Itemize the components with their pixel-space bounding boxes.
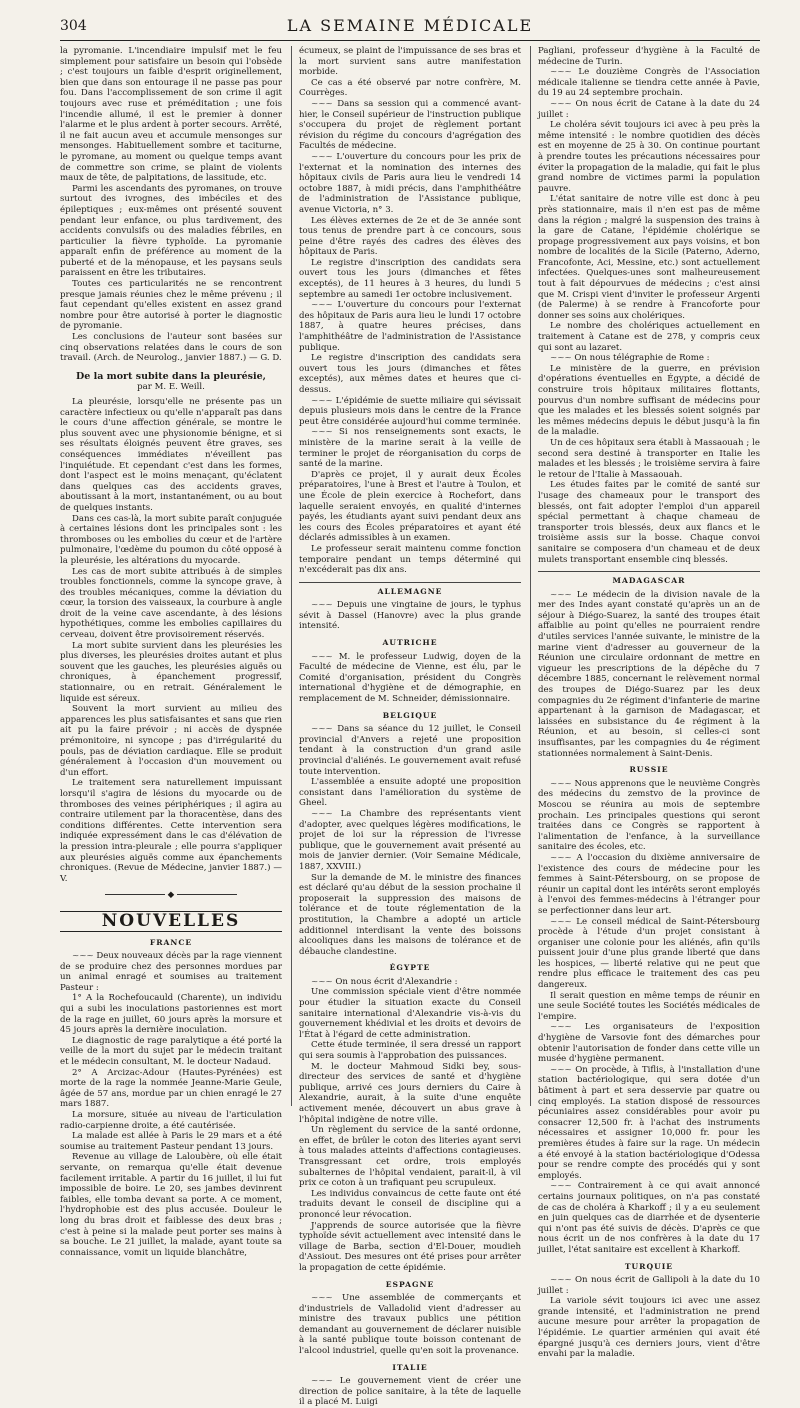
paragraph: Une commission spéciale vient d'être nommée pour étudier la situation exacte du Conseil sanitaire international d'Alexandrie vis-à-vis du gouvernement khédivial et les droits et devoirs de l'État à l'égard de cette administration. — [299, 987, 521, 1040]
country-heading: ALLEMAGNE — [299, 582, 521, 598]
wave-dash-icon: ~~~ — [311, 600, 333, 611]
wave-dash-icon: ~~~ — [311, 808, 333, 819]
paragraph: Pagliani, professeur d'hygiène à la Faculté de médecine de Turin. — [538, 46, 760, 67]
news-item: ~~~ Si nos renseignements sont exacts, le ministère de la marine serait à la veille de terminer le projet de réorganisation du corps de santé de la marine. — [299, 427, 521, 470]
news-item: ~~~ On nous écrit de Gallipoli à la date du 10 juillet : — [538, 1275, 761, 1296]
wave-dash-icon: ~~~ — [311, 98, 333, 109]
wave-dash-icon: ~~~ — [311, 300, 333, 311]
paragraph: La variole sévit toujours ici avec une assez grande intensité, et l'administration ne prend aucune mesure pour arrêter la propagation de l'épidémie. Le quartier arménien qui avait été épargné jusqu'à ces derniers jours, vient d'être envahi par la maladie. — [538, 1296, 760, 1360]
paragraph: Les individus convaincus de cette faute ont été traduits devant le conseil de discipline qui a prononcé leur révocation. — [299, 1188, 521, 1220]
news-item: ~~~ L'épidémie de suette miliaire qui sévissait depuis plusieurs mois dans le centre de la France peut être considérée aujourd'hui comme terminée. — [299, 395, 522, 427]
news-item: ~~~ On procède, à Tiflis, à l'installation d'une station bactériologique, qui sera dotée d'un bâtiment à part et sera desservie par quatre ou cinq employés. La station disposé de ressources pécuniaires assez considérables pour avoir pu consacrer 12,500 fr. à l'achat des instruments nécessaires et assigner 10,000 fr. pour les premières études à faire sur la rage. Un médecin a été envoyé à la station bactériologique d'Odessa pour se rendre compte des procédés qui y sont employés. — [538, 1064, 760, 1181]
paragraph: écumeux, se plaint de l'impuissance de ses bras et la mort survient sans autre manifestation morbide. — [299, 46, 521, 78]
wave-dash-icon: ~~~ — [550, 1275, 572, 1286]
wave-dash-icon: ~~~ — [311, 724, 333, 735]
wave-dash-icon: ~~~ — [550, 916, 572, 927]
page-number: 304 — [60, 18, 87, 34]
news-item: ~~~ L'ouverture du concours pour les prix de l'externat et la nomination des internes des hôpitaux civils de Paris aura lieu le vendredi 14 octobre 1887, à midi précis, dans l'amphithéâtre de l'administration de l'Assistance publique, avenue Victoria, n° 3. — [299, 151, 521, 215]
paragraph: L'assemblée a ensuite adopté une proposition consistant dans l'amélioration du système de Gheel. — [299, 777, 521, 809]
column-right — [538, 46, 760, 1360]
news-item: ~~~ Le douzième Congrès de l'Association médicale italienne se tiendra cette année à Pavie, du 19 au 24 septembre prochain. — [538, 67, 760, 99]
wave-dash-icon: ~~~ — [72, 951, 94, 962]
country-heading: TURQUIE — [624, 1261, 674, 1271]
news-item: ~~~ A l'occasion du dixième anniversaire de l'existence des cours de médecine pour les femmes à Saint-Pétersbourg, on se propose de réunir un capital dont les intérêts seront employés à l'envoi des femmes-médecins à l'étranger pour se perfectionner dans leur art. — [538, 852, 760, 916]
paragraph: La morsure, située au niveau de l'articulation radio-carpienne droite, a été cautérisée. — [60, 1110, 282, 1131]
news-item: ~~~ Les organisateurs de l'exposition d'hygiène de Varsovie font des démarches pour obtenir l'autorisation de fonder dans cette ville un musée d'hygiène permanent. — [538, 1022, 760, 1065]
country-heading: MADAGASCAR — [538, 571, 760, 587]
paragraph: Dans ces cas-là, la mort subite paraît conjuguée à certaines lésions dont les principales sont : les thromboses ou les embolies du cœur et de l'artère pulmonaire, l'œdème du poumon du côté opposé à la pleurésie, les altérations du myocarde. — [60, 513, 282, 566]
column-divider — [291, 46, 292, 1106]
paragraph: Un de ces hôpitaux sera établi à Massaouah ; le second sera destiné à transporter en Italie les malades et les blessés ; le troisième servira à faire le retour de l'Italie à Massaouah. — [538, 437, 760, 480]
paragraph: 1° A la Rochefoucauld (Charente), un individu qui a subi les inoculations pastoriennes est mort de la rage en juillet, 60 jours après la morsure et 45 jours après la dernière inoculation. — [60, 993, 282, 1036]
wave-dash-icon: ~~~ — [311, 395, 333, 406]
paragraph: La mort subite survient dans les pleurésies les plus diverses, les pleurésies droites autant et plus souvent que les gauches, les pleurésies aiguës ou chroniques, à épanchement progressif, stationnaire, ou en retrait. Généralement le liquide est séreux. — [60, 640, 282, 704]
column-middle — [299, 46, 521, 1408]
wave-dash-icon: ~~~ — [550, 98, 572, 109]
country-heading: RUSSIE — [629, 765, 669, 775]
paragraph: Le registre d'inscription des candidats sera ouvert tous les jours (dimanches et fêtes exceptés), aux mêmes dates et heures que ci-dessus. — [299, 353, 521, 395]
news-item: ~~~ Depuis une vingtaine de jours, le typhus sévit à Dassel (Hanovre) avec la plus grande intensité. — [299, 600, 522, 632]
paragraph: Le registre d'inscription des candidats sera ouvert tous les jours (dimanches et fêtes exceptés), de 11 heures à 3 heures, du lundi 5 septembre au samedi 1er octobre inclusivement. — [299, 257, 521, 300]
news-item: ~~~ Le gouvernement vient de créer une direction de police sanitaire, à la tête de laquelle il a placé M. Luigi — [299, 1376, 521, 1408]
page-header — [60, 14, 760, 41]
news-item: ~~~ M. le professeur Ludwig, doyen de la Faculté de médecine de Vienne, est élu, par le Comité d'organisation, président du Congrès international d'hygiène et de démographie, en remplacement de M. Schneider, démissionnaire. — [299, 651, 521, 705]
wave-dash-icon: ~~~ — [311, 651, 333, 662]
wave-dash-icon: ~~~ — [550, 67, 572, 78]
country-heading: ITALIE — [392, 1362, 428, 1372]
paragraph: Souvent la mort survient au milieu des apparences les plus satisfaisantes et sans que rien ait pu la faire prévoir ; ni accès de dyspnée prémonitoire, ni syncope ; pas d'irrégularité du pouls, pas de déviation cardiaque. Elle se produit généralement à l'occasion d'un mouvement ou d'un effort. — [60, 704, 282, 778]
wave-dash-icon: ~~~ — [550, 778, 572, 789]
news-item: ~~~ Le médecin de la division navale de la mer des Indes ayant constaté qu'après un an de séjour à Diégo-Suarez, la santé des troupes était affaiblie au point qu'elles ne pourraient rendre d'utiles services l'année suivante, le ministre de la marine vient d'adresser au gouverneur de la Réunion une circulaire ordonnant de mettre en vigueur les prescriptions de la dépêche du 7 décembre 1885, concernant le relèvement normal des troupes de Diégo-Suarez par les deux compagnies du 2e régiment d'infanterie de marine appartenant à la garnison de Madagascar, et laissées en subsistance du 4e régiment à la Réunion, et au besoin, si celles-ci sont insuffisantes, par les compagnies du 4e régiment stationnées normalement à Saint-Denis. — [538, 589, 760, 759]
paragraph: La malade est allée à Paris le 29 mars et a été soumise au traitement Pasteur pendant 13 jours. — [60, 1131, 282, 1152]
paragraph: Les conclusions de l'auteur sont basées sur cinq observations relatées dans le cours de son travail. (Arch. de Neurolog., janvier 1887.) — G. D. — [60, 332, 282, 364]
paragraph: Le ministère de la guerre, en prévision d'opérations éventuelles en Égypte, a décidé de construire trois hôpitaux militaires flottants, pourvus d'un nombre suffisant de médecins pour que les malades et les blessés soient soignés par les mêmes médecins depuis le début jusqu'à la fin de la maladie. — [538, 363, 760, 438]
paragraph: la pyromanie. L'incendiaire impulsif met le feu simplement pour satisfaire un besoin qui l'obsède ; c'est toujours un faible d'esprit originellement, bien que dans son entourage il ne passe pas pour fou. Dans l'accomplissement de son crime il agit toujours avec ruse et préméditation ; une fois l'incendie allumé, il est le premier à donner l'alarme et le plus ardent à porter secours. Arrêté, il ne fait aucun aveu et accumule mensonges sur mensonges. Habituellement sombre et taciturne, le pyromane, au moment ou quelque temps avant de commettre son crime, se plaint de violents maux de tête, de palpitations, de lassitude, etc. — [60, 46, 282, 184]
paragraph: M. le docteur Mahmoud Sidki bey, sous-directeur des services de santé et d'hygiène publique, arrivé ces jours derniers du Caire à Alexandrie, aurait, à la suite d'une enquête activement menée, découvert un abus grave à l'hôpital indigène de notre ville. — [299, 1061, 521, 1125]
article-title: De la mort subite dans la pleurésie, — [76, 370, 266, 382]
wave-dash-icon: ~~~ — [550, 1181, 572, 1192]
news-item: ~~~ L'ouverture du concours pour l'externat des hôpitaux de Paris aura lieu le lundi 17 octobre 1887, à quatre heures précises, dans l'amphithéâtre de l'administration de l'Assistance publique. — [299, 300, 521, 353]
paragraph: L'état sanitaire de notre ville est donc à peu près stationnaire, mais il n'en est pas de même dans la région ; malgré la suspension des trains à la gare de Catane, l'épidémie cholérique se propage progressivement aux pays voisins, et bon nombre de localités de la Sicile (Paterno, Aderno, Francofonte, Aci, Messine, etc.) sont actuellement infectées. Quelques-unes sont malheureusement tout à fait dépourvues de médecins ; c'est ainsi que M. Crispi vient d'inviter le professeur Argenti (de Palerme) à se rendre à Francoforte pour donner ses soins aux cholériques. — [538, 194, 760, 321]
country-heading: ESPAGNE — [385, 1279, 435, 1289]
news-item: ~~~ On nous télégraphie de Rome : — [550, 353, 710, 364]
paragraph: Le professeur serait maintenu comme fonction temporaire pendant un temps déterminé qui n'excéderait pas dix ans. — [299, 543, 521, 576]
paragraph: Un règlement du service de la santé ordonne, en effet, de brûler le coton des literies ayant servi à tous malades atteints d'affections contagieuses. Transgressant cet ordre, trois employés subalternes de l'hôpital vendaient, parait-il, à vil prix ce coton à un trafiquant peu scrupuleux. — [299, 1125, 521, 1189]
wave-dash-icon: ~~~ — [311, 427, 333, 438]
paragraph: Sur la demande de M. le ministre des finances est déclaré qu'au début de la session prochaine il proposerait la suppression des maisons de tolérance et de toute réglementation de la prostitution, la Chambre a adopté un article additionnel interdisant la vente des boissons alcooliques dans les maisons de tolérance et de débauche clandestine. — [299, 872, 521, 957]
country-heading: ÉGYPTE — [389, 963, 431, 973]
wave-dash-icon: ~~~ — [311, 976, 333, 987]
news-item: ~~~ On nous écrit de Catane à la date du 24 juillet : — [538, 98, 760, 120]
news-item: ~~~ Deux nouveaux décès par la rage viennent de se produire chez des personnes mordues par un animal enragé et soumises au traitement Pasteur : — [60, 951, 283, 993]
wave-dash-icon: ~~~ — [550, 1022, 572, 1033]
column-left — [60, 46, 282, 1258]
wave-dash-icon: ~~~ — [550, 353, 572, 364]
wave-dash-icon: ~~~ — [311, 1293, 333, 1304]
paragraph: Les élèves externes de 2e et de 3e année sont tous tenus de prendre part à ce concours, sous peine d'être rayés des cadres des élèves des hôpitaux de Paris. — [299, 215, 521, 258]
news-item: ~~~ La Chambre des représentants vient d'adopter, avec quelques légères modifications, le projet de loi sur la répression de l'ivresse publique, que le gouvernement avait présenté au mois de janvier dernier. (Voir Semaine Médicale, 1887, XXVIII.) — [299, 808, 521, 872]
paragraph: Parmi les ascendants des pyromanes, on trouve surtout des ivrognes, des imbéciles et des épileptiques ; eux-mêmes ont présenté souvent pendant leur enfance, ou plus tardivement, des accidents convulsifs ou des maladies fébriles, en particulier la fièvre typhoïde. La pyromanie apparaît enfin de préférence au moment de la puberté et de la ménopause, et les paysans seuls paraissent en être les tributaires. — [60, 183, 282, 279]
paragraph: D'après ce projet, il y aurait deux Écoles préparatoires, l'une à Brest et l'autre à Toulon, et une École de plein exercice à Rochefort, dans laquelle seraient envoyés, en qualité d'internes payés, les étudiants ayant suivi pendant deux ans les cours des Écoles préparatoires et ayant été déclarés admissibles à un examen. — [299, 469, 521, 544]
country-heading: FRANCE — [149, 937, 193, 947]
news-item: ~~~ Nous apprenons que le neuvième Congrès des médecins du zemstvo de la province de Moscou se réunira au mois de septembre prochain. Les principales questions qui seront traitées dans ce Congrès se rapportent à l'alimentation de l'enfance, à la surveillance sanitaire des écoles, etc. — [538, 778, 760, 853]
news-item: ~~~ Dans sa session qui a commencé avant-hier, le Conseil supérieur de l'instruction publique s'occupera du projet de règlement portant révision du régime du concours d'agrégation des Facultés de médecine. — [299, 98, 521, 152]
wave-dash-icon: ~~~ — [311, 1376, 333, 1387]
article-author: par M. E. Weill. — [137, 382, 205, 393]
column-divider — [530, 46, 531, 1106]
paragraph: Il serait question en même temps de réunir en une seule Société toutes les Sociétés médicales de l'empire. — [538, 990, 760, 1022]
paragraph: Cette étude terminée, il sera dressé un rapport qui sera soumis à l'approbation des puissances. — [299, 1040, 521, 1062]
country-heading: BELGIQUE — [382, 710, 438, 720]
paragraph: Toutes ces particularités ne se rencontrent presque jamais réunies chez le même prévenu ; il faut cependant qu'elles existent en assez grand nombre pour être autorisé à porter le diagnostic de pyromanie. — [60, 279, 282, 332]
paragraph: Ce cas a été observé par notre confrère, M. Courrèges. — [299, 77, 521, 99]
paragraph: Le traitement sera naturellement impuissant lorsqu'il s'agira de lésions du myocarde ou de thromboses des veines périphériques ; il agira au contraire utilement par la thoracentèse, dans des conditions différentes. Cette intervention sera indiquée expressément dans le cas d'élévation de la pression intra-pleurale ; elle pourra s'appliquer aux pleurésies aiguës comme aux épanchements chroniques. (Revue de Médecine, janvier 1887.) — V. — [60, 778, 282, 884]
paragraph: Revenue au village de Laloubère, où elle était servante, on remarqua qu'elle était devenue facilement irritable. A partir du 16 juillet, il lui fut impossible de boire. Le 20, ses jambes devinrent faibles, elle tomba devant sa porte. A ce moment, l'hydrophobie est des plus accusée. Douleur le long du bras droit et faiblesse des deux bras ; c'est à peine si la malade peut porter ses mains à sa bouche. Le 21 juillet, la malade, ayant toute sa connaissance, vomit un liquide blanchâtre, — [60, 1152, 282, 1258]
news-item: ~~~ Une assemblée de commerçants et d'industriels de Valladolid vient d'adresser au ministre des travaux publics une pétition demandant au gouvernement de déclarer nuisible à la santé publique toute boisson contenant de l'alcool industriel, quelle qu'en soit la provenance. — [299, 1293, 521, 1357]
wave-dash-icon: ~~~ — [550, 852, 572, 863]
news-item: ~~~ Contrairement à ce qui avait annoncé certains journaux politiques, on n'a pas constaté de cas de choléra à Kharkoff ; il y a eu seulement en juin quelques cas de diarrhée et de dysenterie qui n'ont pas été suivis de décès. D'après ce que nous écrit un de nos confrères à la date du 17 juillet, l'état sanitaire est excellent à Kharkoff. — [538, 1181, 760, 1255]
paragraph: La pleurésie, lorsqu'elle ne présente pas un caractère infectieux ou qu'elle n'apparaît pas dans le cours d'une affection générale, se montre le plus souvent avec une physionomie bénigne, et si ses résultats éloignés peuvent être graves, ses conséquences immédiates n'éveillent pas l'inquiétude. Et cependant c'est dans les formes, dont l'aspect est le moins menaçant, qu'éclatent dans quelques cas des accidents graves, aboutissant à la mort, instantanément, ou au bout de quelques instants. — [60, 397, 282, 513]
wave-dash-icon: ~~~ — [311, 151, 333, 162]
wave-dash-icon: ~~~ — [550, 589, 572, 600]
news-item: ~~~ On nous écrit d'Alexandrie : — [311, 976, 458, 987]
running-title: LA SEMAINE MÉDICALE — [286, 16, 534, 35]
paragraph: 2° A Arcizac-Adour (Hautes-Pyrénées) est morte de la rage la nommée Jeanne-Marie Geule, âgée de 57 ans, mordue par un chien enragé le 27 mars 1887. — [60, 1067, 282, 1110]
paragraph: J'apprends de source autorisée que la fièvre typhoïde sévit actuellement avec intensité dans le village de Barba, section d'El-Douer, moudieh d'Assiout. Des mesures ont été prises pour arrêter la propagation de cette épidémie. — [299, 1220, 521, 1273]
news-item: ~~~ Dans sa séance du 12 juillet, le Conseil provincial d'Anvers a rejeté une proposition tendant à la construction d'un grand asile provincial d'aliénés. Le gouvernement avait refusé toute intervention. — [299, 724, 522, 777]
paragraph: Les cas de mort subite attribués à de simples troubles fonctionnels, comme la syncope grave, à des troubles mécaniques, comme la déviation du cœur, la torsion des vaisseaux, la courbure à angle droit de la veine cave ascendante, à des lésions hypothétiques, comme les embolies capillaires du cerveau, doivent être provisoirement réservés. — [60, 566, 282, 641]
paragraph: Les études faites par le comité de santé sur l'usage des chameaux pour le transport des blessés, ont fait adopter l'emploi d'un appareil spécial permettant à chaque chameau de transporter trois blessés, deux aux flancs et le troisième assis sur la bosse. Chaque convoi sanitaire se composera d'un chameau et de deux mulets transportant ensemble cinq blessés. — [538, 480, 760, 565]
paragraph: Le diagnostic de rage paralytique a été porté la veille de la mort du sujet par le médecin traitant et le médecin consultant, M. le docteur Nadaud. — [60, 1035, 282, 1068]
paragraph: Le choléra sévit toujours ici avec à peu près la même intensité : le nombre quotidien des décès est en moyenne de 25 à 30. On continue pourtant à prendre toutes les précautions nécessaires pour éviter la propagation de la maladie, qui fait le plus grand nombre de victimes parmi la population pauvre. — [538, 120, 760, 194]
section-heading-nouvelles: NOUVELLES — [60, 911, 282, 932]
news-item: ~~~ Le conseil médical de Saint-Pétersbourg procède à l'étude d'un projet consistant à organiser une colonie pour les aliénés, afin qu'ils puissent jouir d'une plus grande liberté que dans les hospices, — liberté relative qui ne peut que rendre plus efficace le traitement des cas peu dangereux. — [538, 916, 761, 991]
paragraph: Le nombre des cholériques actuellement en traitement à Catane est de 278, y compris ceux qui sont au lazaret. — [538, 321, 760, 353]
country-heading: AUTRICHE — [382, 638, 438, 648]
ornament-divider: ◆ — [60, 890, 282, 901]
wave-dash-icon: ~~~ — [550, 1064, 572, 1075]
